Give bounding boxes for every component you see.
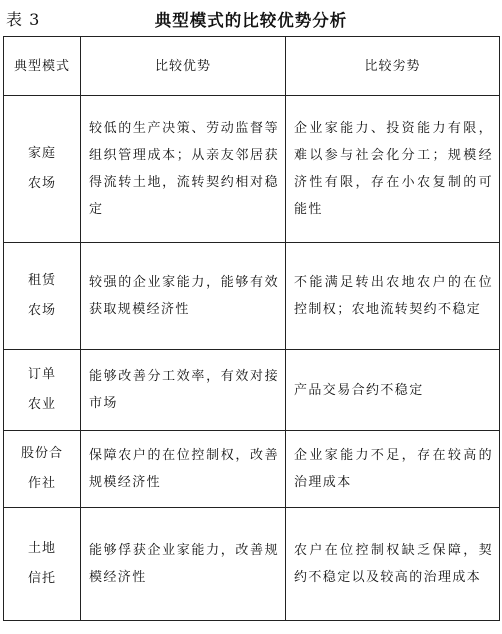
table-caption: [0, 0, 502, 34]
disadvantages-cell: 农户在位控制权缺乏保障，契约不稳定以及较高的治理成本: [286, 508, 500, 621]
model-cell: [4, 431, 81, 508]
column-header-advantages: 比较优势: [81, 37, 286, 96]
comparison-table: [3, 36, 500, 621]
table-row: [4, 508, 500, 621]
model-name: 租赁农场: [27, 273, 56, 318]
column-header-disadvantages: 比较劣势: [286, 37, 500, 96]
advantages-cell: 能够俘获企业家能力，改善规模经济性: [81, 508, 286, 621]
model-name: 订单农业: [27, 367, 56, 412]
model-cell: [4, 243, 81, 350]
model-cell: [4, 508, 81, 621]
disadvantages-cell: 产品交易合约不稳定: [286, 350, 500, 431]
table-title: 典型模式的比较优势分析: [154, 11, 348, 30]
model-name: 股份合作社: [20, 446, 63, 491]
advantages-cell: 保障农户的在位控制权，改善规模经济性: [81, 431, 286, 508]
disadvantages-cell: 不能满足转出农地农户的在位控制权；农地流转契约不稳定: [286, 243, 500, 350]
table-row: [4, 431, 500, 508]
table-row: [4, 96, 500, 243]
model-cell: [4, 96, 81, 243]
advantages-cell: 能够改善分工效率，有效对接市场: [81, 350, 286, 431]
disadvantages-cell: 企业家能力不足，存在较高的治理成本: [286, 431, 500, 508]
model-name: 土地信托: [27, 541, 56, 586]
column-header-model: 典型模式: [4, 37, 81, 96]
advantages-cell: 较强的企业家能力，能够有效获取规模经济性: [81, 243, 286, 350]
model-name: 家庭农场: [27, 146, 56, 191]
model-cell: [4, 350, 81, 431]
disadvantages-cell: 企业家能力、投资能力有限，难以参与社会化分工；规模经济性有限，存在小农复制的可能性: [286, 96, 500, 243]
header-row: [4, 37, 500, 96]
advantages-cell: 较低的生产决策、劳动监督等组织管理成本；从亲友邻居获得流转土地，流转契约相对稳定: [81, 96, 286, 243]
table-number: 表 3: [6, 10, 41, 29]
table-row: [4, 243, 500, 350]
table-row: [4, 350, 500, 431]
